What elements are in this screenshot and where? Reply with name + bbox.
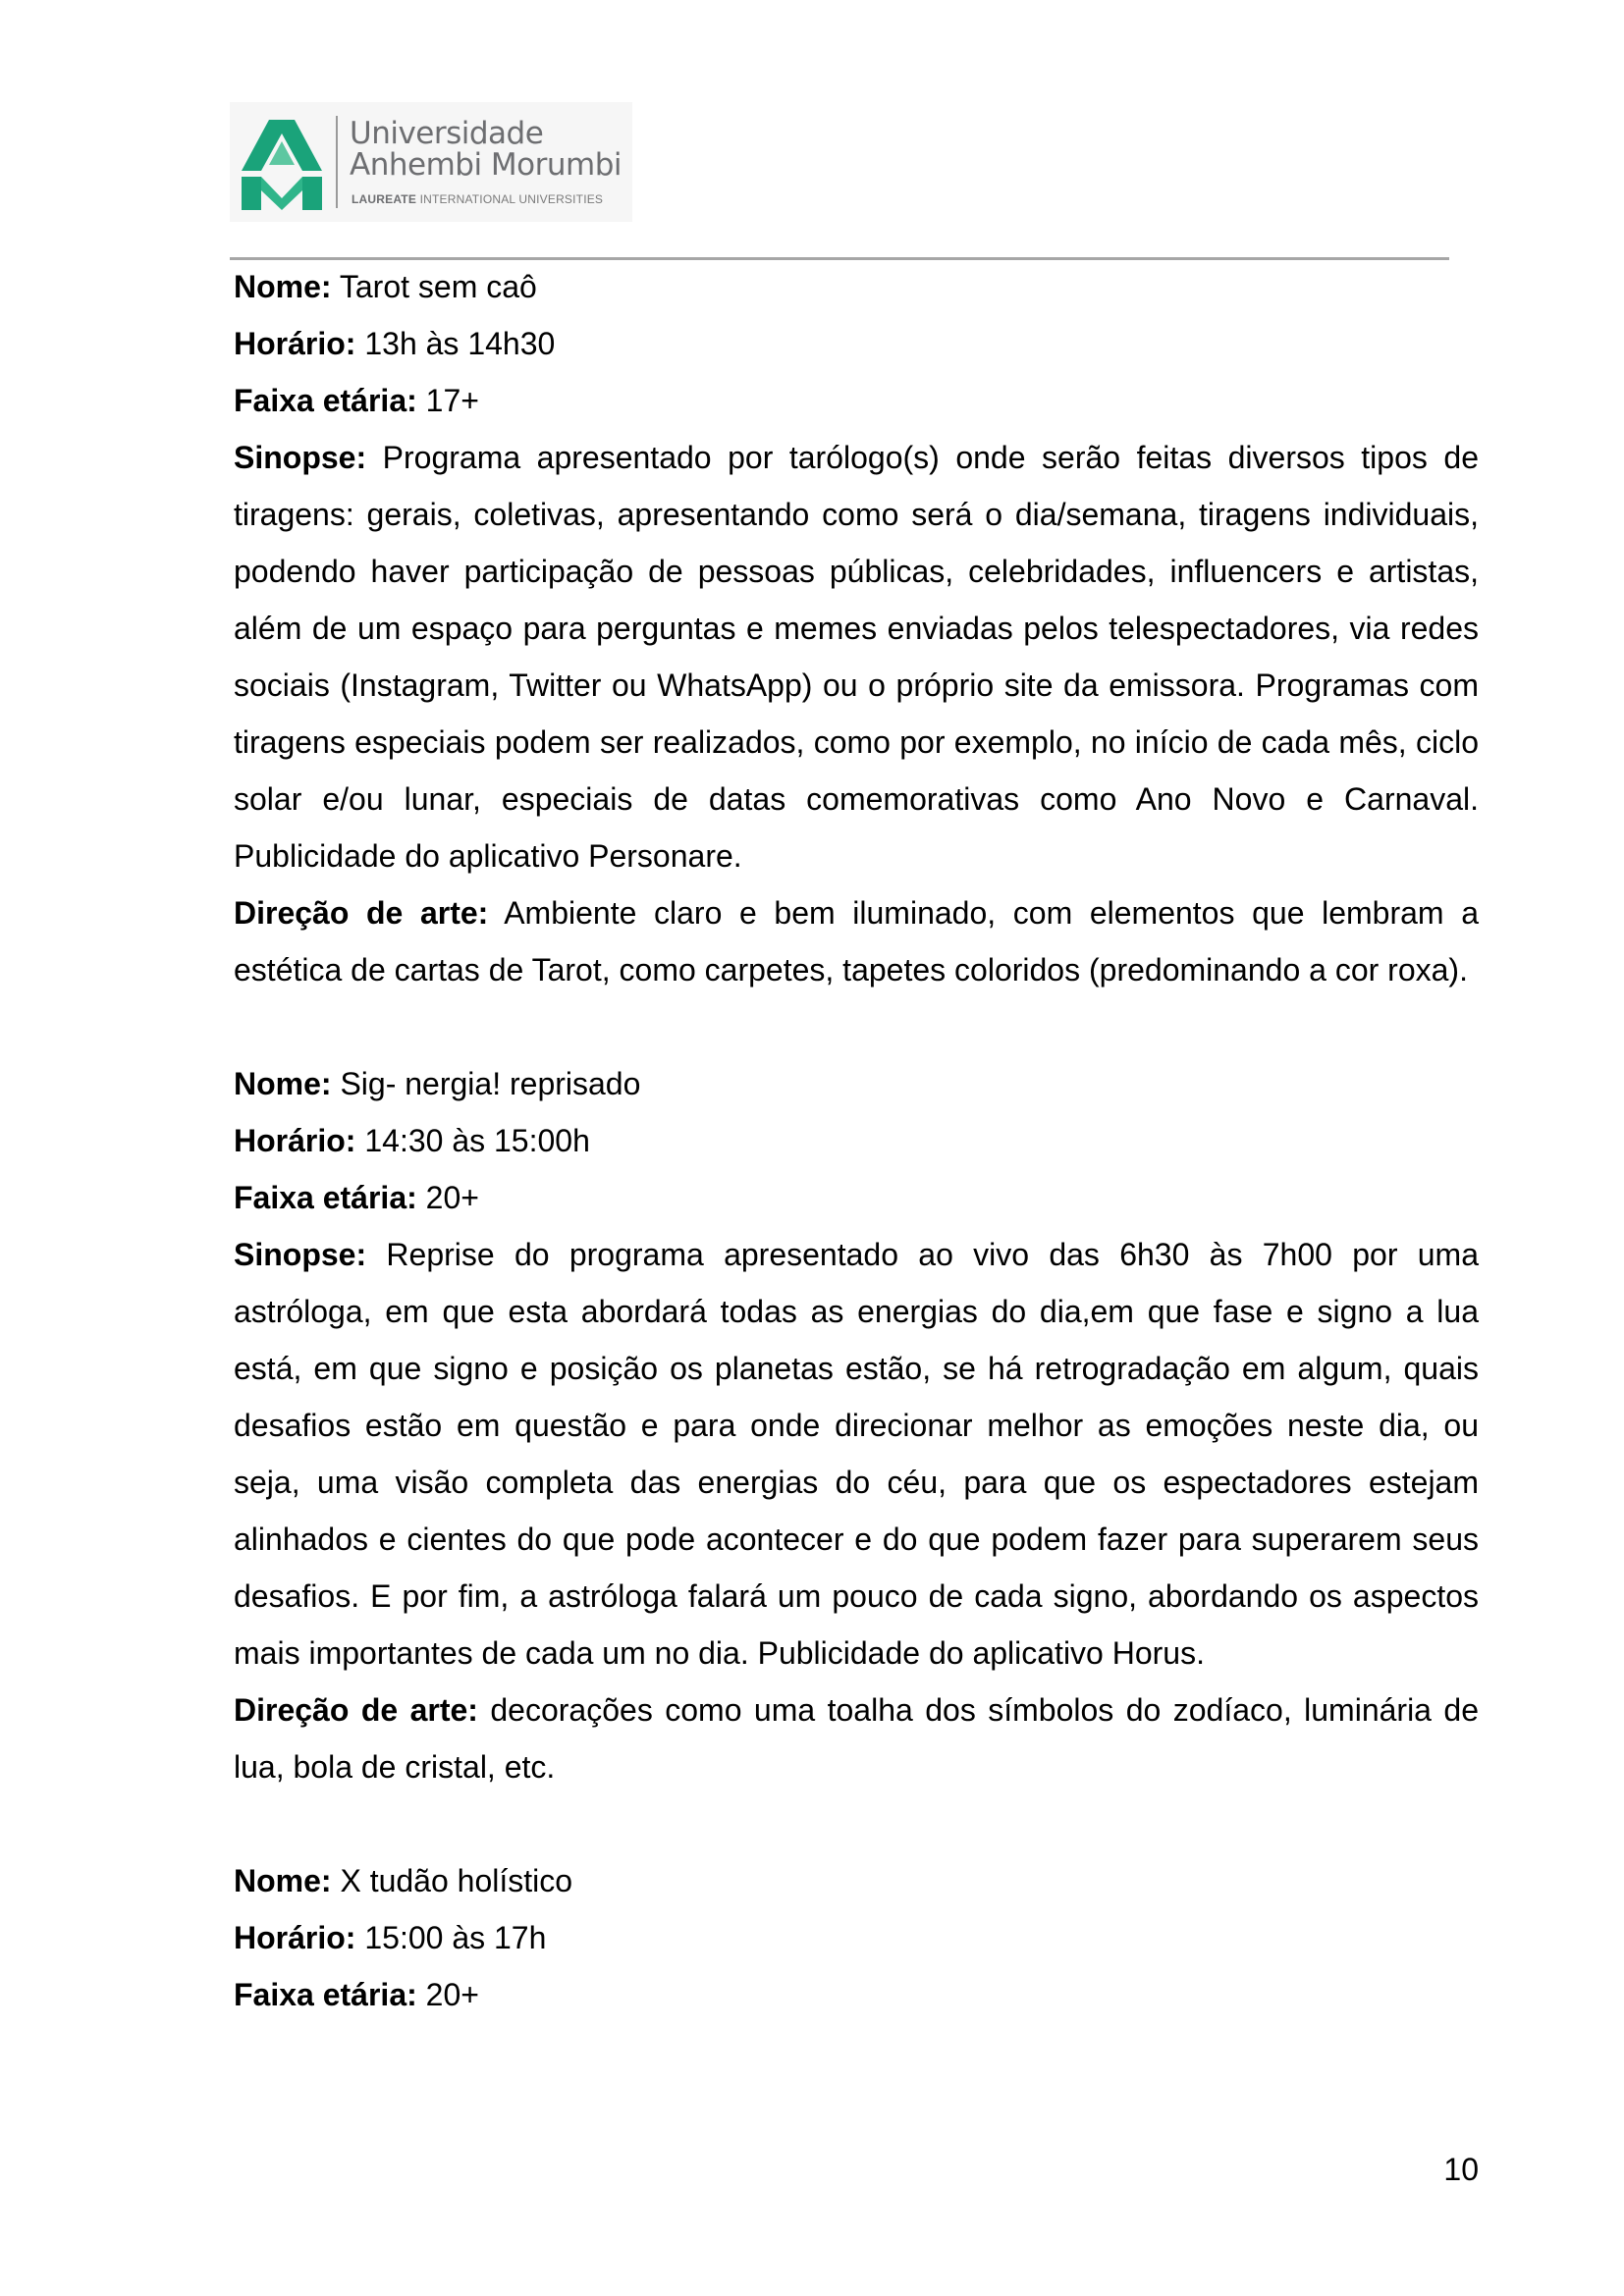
page-number: 10 [1443,2152,1479,2187]
program-synopsis: Sinopse: Programa apresentado por tarólogo(s) onde serão feitas diversos tipos de tiragens: gerais, coletivas, apresentando como será o dia/semana, tiragens individuais, podendo haver participação de pessoas públicas, celebridades, influencers e artistas, além de um espaço para perguntas e memes enviadas pelos telespectadores, via redes sociais (Instagram, Twitter ou WhatsApp) ou o próprio site da emissora. Programas com tiragens especiais podem ser realizados, como por exemplo, no início de cada mês, ciclo solar e/ou lunar, especiais de datas comemorativas como Ano Novo e Carnaval. Publicidade do aplicativo Personare. [234,440,1479,874]
program-age-rating: Faixa etária: 17+ [234,383,479,418]
program-art-direction: Direção de arte: Ambiente claro e bem iluminado, com elementos que lembram a estética de cartas de Tarot, como carpetes, tapetes coloridos (predominando a cor roxa). [234,895,1480,988]
program-entry [234,258,1479,998]
program-entry [234,1055,1479,1795]
program-age-rating: Faixa etária: 20+ [234,1180,479,1215]
spacer [234,998,1479,1055]
logo-university-text: Universidade [350,116,544,151]
logo-university-name: Anhembi Morumbi [350,147,623,183]
document-body [234,258,1479,2023]
spacer [234,1795,1479,1852]
program-name: Nome: Sig- nergia! reprisado [234,1066,641,1101]
program-name: Nome: Tarot sem caô [234,269,537,304]
program-entry [234,1852,1479,2023]
program-art-direction: Direção de arte: decorações como uma toalha dos símbolos do zodíaco, luminária de lua, bola de cristal, etc. [234,1692,1479,1785]
program-time: Horário: 13h às 14h30 [234,326,556,361]
logo-divider [336,116,338,208]
program-synopsis: Sinopse: Reprise do programa apresentado ao vivo das 6h30 às 7h00 por uma astróloga, em que esta abordará todas as energias do dia,em que fase e signo a lua está, em que signo e posição os planetas estão, se há retrogradação em algum, quais desafios estão em questão e para onde direcionar melhor as emoções neste dia, ou seja, uma visão completa das energias do céu, para que os espectadores estejam alinhados e cientes do que pode acontecer e do que podem fazer para superarem seus desafios. E por fim, a astróloga falará um pouco de cada signo, abordando os aspectos mais importantes de cada um no dia. Publicidade do aplicativo Horus. [234,1237,1479,1671]
university-logo [230,102,632,222]
anhembi-morumbi-logo-icon [242,120,322,210]
logo-laureate-text: LAUREATE INTERNATIONAL UNIVERSITIES [352,192,604,206]
program-time: Horário: 15:00 às 17h [234,1920,547,1955]
program-time: Horário: 14:30 às 15:00h [234,1123,590,1158]
program-name: Nome: X tudão holístico [234,1863,573,1898]
program-age-rating: Faixa etária: 20+ [234,1977,479,2012]
